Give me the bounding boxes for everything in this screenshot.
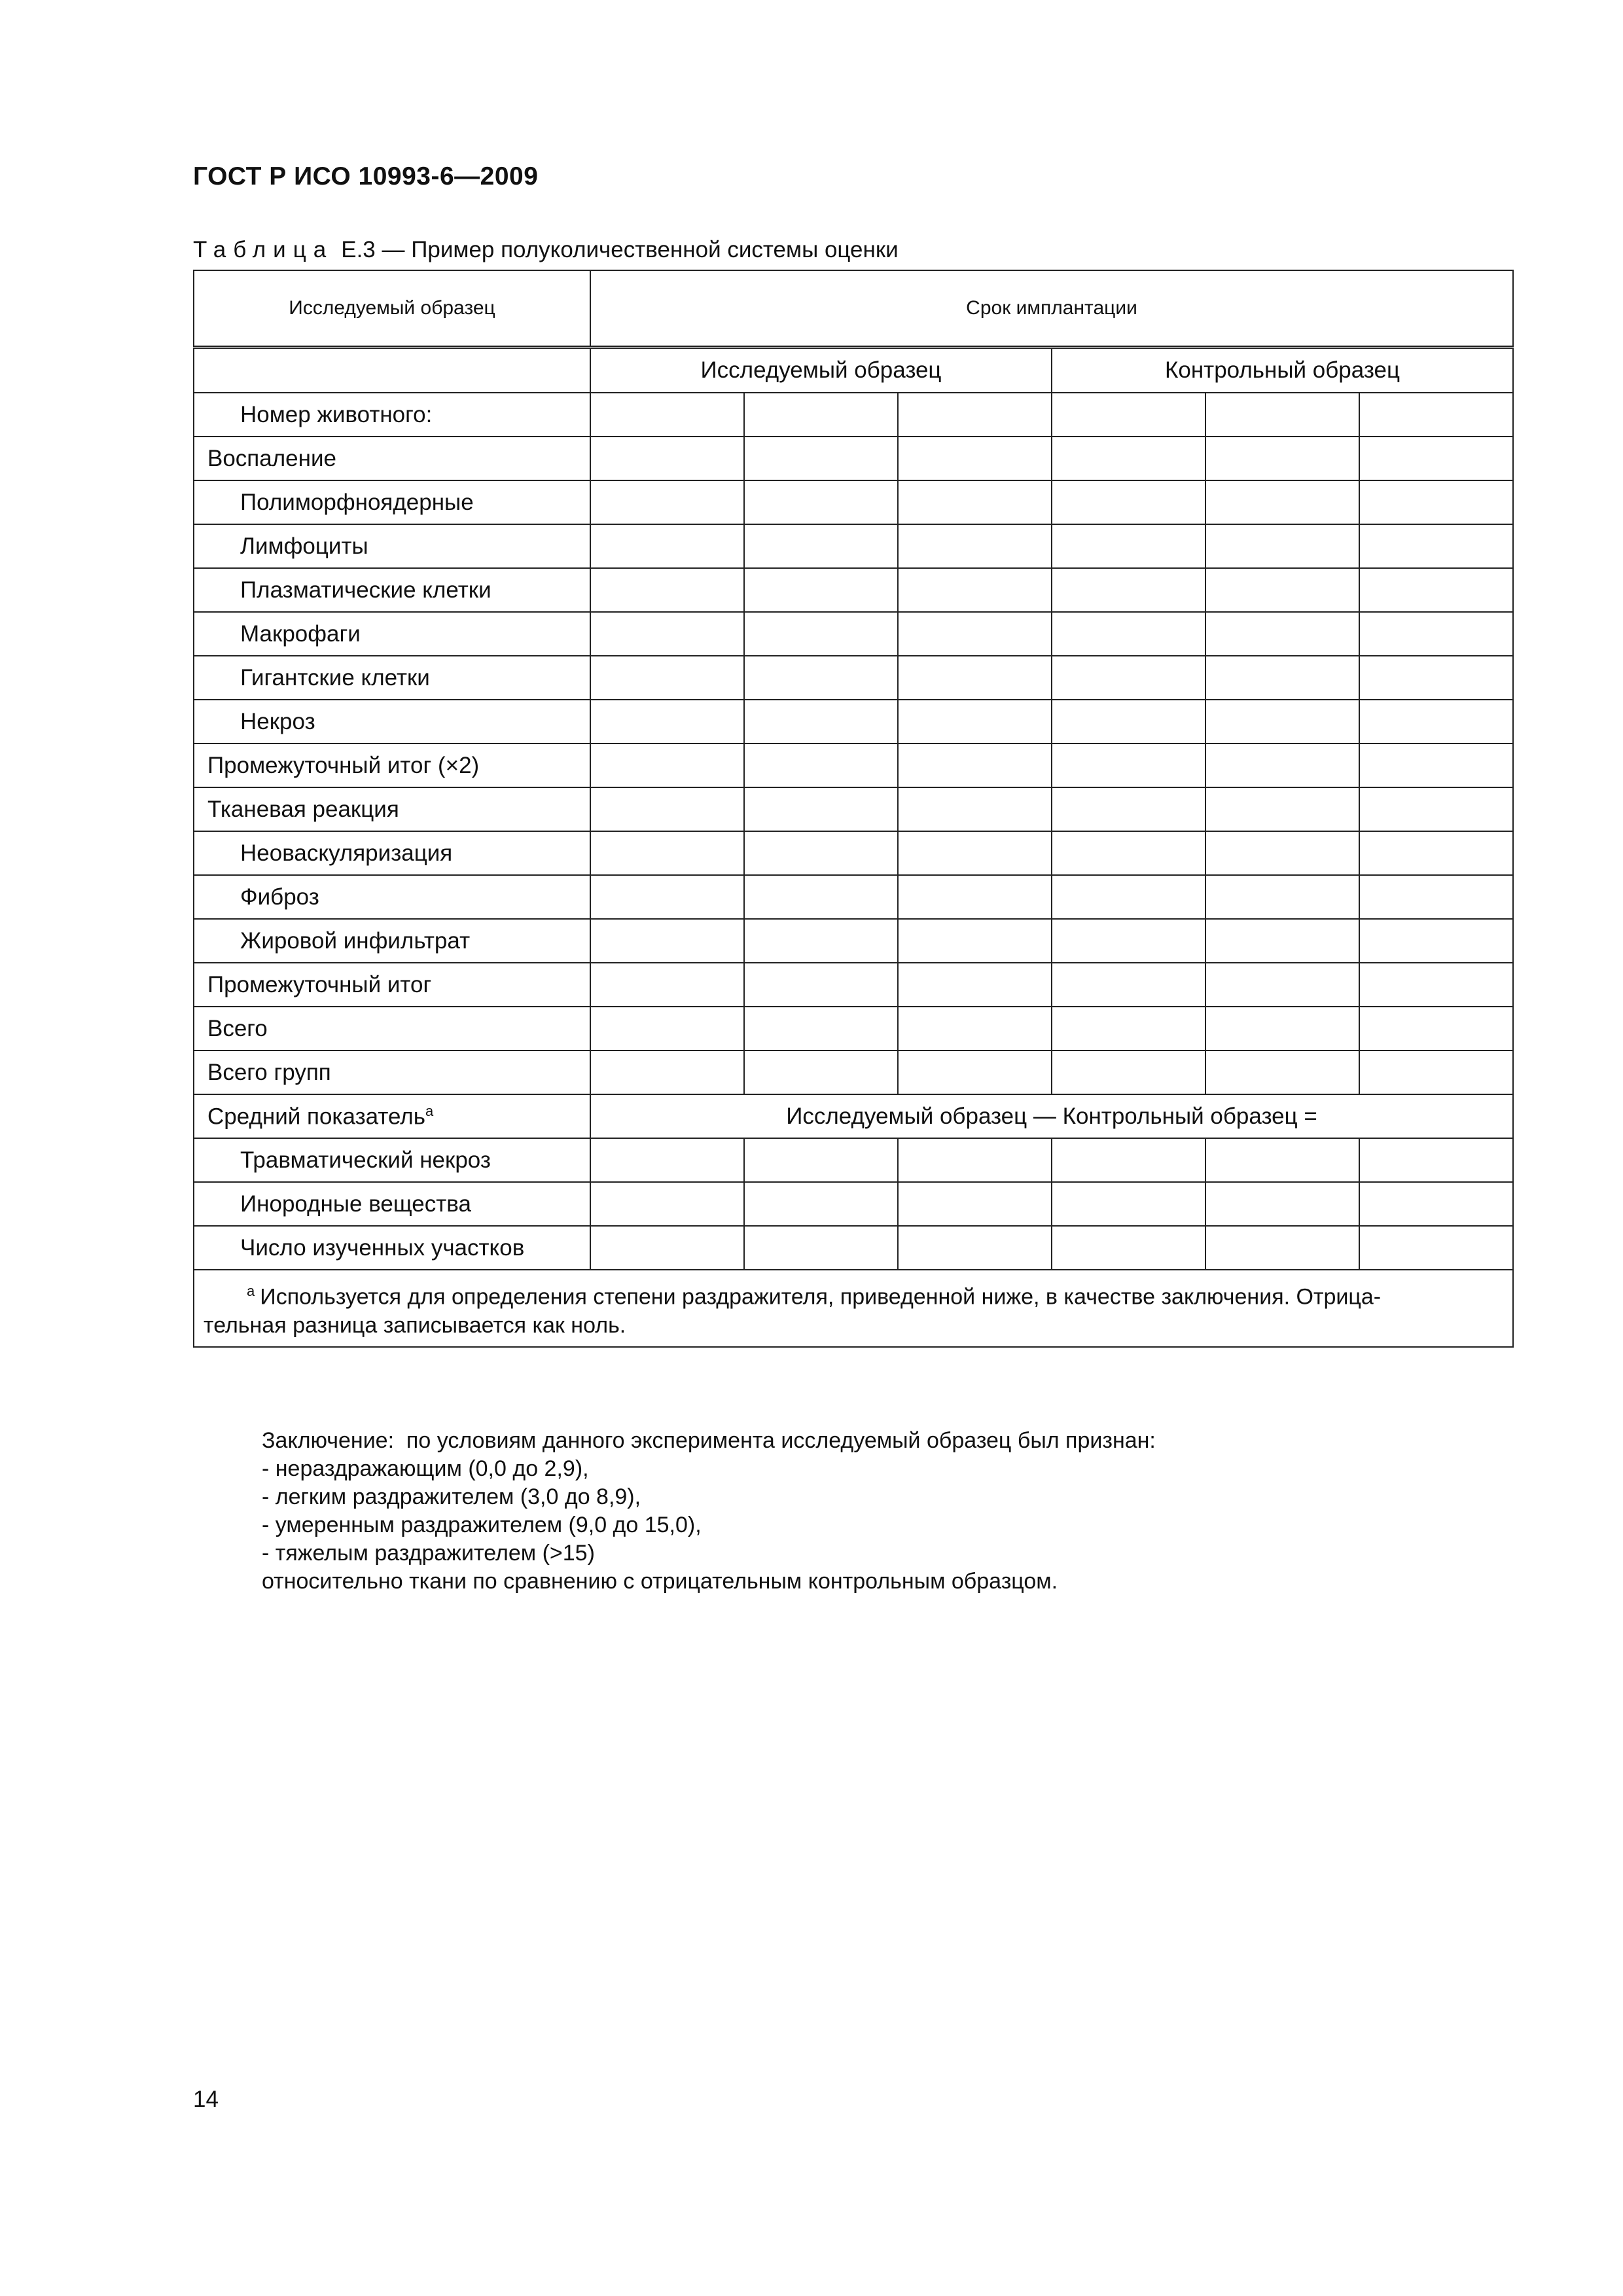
score-cell: [1205, 656, 1359, 700]
score-cell: [590, 1226, 744, 1270]
page-number: 14: [193, 2087, 219, 2112]
footnote-marker: a: [247, 1283, 255, 1299]
score-cell: [1359, 437, 1513, 480]
score-cell: [744, 744, 898, 787]
row-label: Всего: [194, 1007, 590, 1050]
score-cell: [590, 1007, 744, 1050]
score-cell: [590, 700, 744, 744]
score-cell: [1052, 1182, 1205, 1226]
score-cell: [1359, 919, 1513, 963]
score-cell: [1205, 568, 1359, 612]
score-cell: [1359, 744, 1513, 787]
row-label: Номер животного:: [194, 393, 590, 437]
caption-text: Е.3 — Пример полуколичественной системы оценки: [341, 237, 899, 262]
row-label: Инородные вещества: [194, 1182, 590, 1226]
footnote-line-1: Используется для определения степени раздражителя, приведенной ниже, в качестве заключения. Отрица-: [260, 1284, 1382, 1310]
score-cell: [590, 963, 744, 1007]
score-cell: [1052, 480, 1205, 524]
score-cell: [590, 656, 744, 700]
score-cell: [590, 1050, 744, 1094]
row-label: Неоваскуляризация: [194, 831, 590, 875]
score-cell: [744, 524, 898, 568]
score-cell: [1359, 656, 1513, 700]
header-cell-sample: Исследуемый образец: [194, 270, 590, 347]
table-row: [194, 831, 1513, 875]
score-cell: [744, 1007, 898, 1050]
score-cell: [898, 1138, 1052, 1182]
row-label: Фиброз: [194, 875, 590, 919]
score-cell: [744, 700, 898, 744]
row-label: Жировой инфильтрат: [194, 919, 590, 963]
score-cell: [1052, 393, 1205, 437]
score-cell: [1052, 612, 1205, 656]
score-cell: [1052, 1138, 1205, 1182]
table-row: [194, 524, 1513, 568]
row-label: Полиморфноядерные: [194, 480, 590, 524]
score-cell: [898, 612, 1052, 656]
score-cell: [1205, 744, 1359, 787]
score-cell: [898, 831, 1052, 875]
score-cell: [744, 963, 898, 1007]
score-cell: [590, 568, 744, 612]
score-cell: [1359, 393, 1513, 437]
score-cell: [1052, 1226, 1205, 1270]
table-row: [194, 787, 1513, 831]
header-row: [194, 270, 1513, 347]
table-row: [194, 612, 1513, 656]
score-cell: [1052, 744, 1205, 787]
score-cell: [590, 612, 744, 656]
score-cell: [898, 480, 1052, 524]
score-cell: [1205, 1182, 1359, 1226]
group-header-row: [194, 347, 1513, 393]
conclusion-line: - нераздражающим (0,0 до 2,9),: [262, 1456, 589, 1481]
row-label: Промежуточный итог (×2): [194, 744, 590, 787]
table-caption: [193, 237, 899, 263]
row-label: Воспаление: [194, 437, 590, 480]
conclusion-line: относительно ткани по сравнению с отрицательным контрольным образцом.: [262, 1569, 1058, 1594]
score-cell: [1359, 700, 1513, 744]
score-cell: [1052, 787, 1205, 831]
score-cell: [898, 568, 1052, 612]
footnote-row: [194, 1270, 1513, 1347]
score-cell: [1052, 437, 1205, 480]
score-cell: [898, 744, 1052, 787]
score-cell: [898, 700, 1052, 744]
score-cell: [590, 831, 744, 875]
score-cell: [1052, 919, 1205, 963]
score-cell: [744, 656, 898, 700]
score-cell: [898, 656, 1052, 700]
row-label: Макрофаги: [194, 612, 590, 656]
score-cell: [898, 1050, 1052, 1094]
score-cell: [1359, 524, 1513, 568]
score-cell: [1205, 1050, 1359, 1094]
row-label: Промежуточный итог: [194, 963, 590, 1007]
score-cell: [1205, 524, 1359, 568]
score-cell: [744, 568, 898, 612]
scoring-table: [193, 270, 1514, 1348]
score-cell: [1052, 831, 1205, 875]
table-row: [194, 963, 1513, 1007]
footnote-line-2: тельная разница записывается как ноль.: [204, 1313, 626, 1338]
score-cell: [898, 963, 1052, 1007]
table-row: [194, 437, 1513, 480]
table-row: [194, 1182, 1513, 1226]
score-cell: [1052, 1050, 1205, 1094]
score-cell: [1205, 1007, 1359, 1050]
score-cell: [1052, 1007, 1205, 1050]
score-cell: [1205, 700, 1359, 744]
score-cell: [1052, 656, 1205, 700]
group-header-control: Контрольный образец: [1052, 347, 1513, 393]
score-cell: [1205, 437, 1359, 480]
table-row: [194, 1226, 1513, 1270]
score-cell: [1052, 963, 1205, 1007]
score-cell: [744, 437, 898, 480]
score-cell: [1052, 568, 1205, 612]
score-cell: [1359, 480, 1513, 524]
table-row: [194, 568, 1513, 612]
row-label: Всего групп: [194, 1050, 590, 1094]
score-cell: [1052, 524, 1205, 568]
row-label: Плазматические клетки: [194, 568, 590, 612]
table-row: [194, 1007, 1513, 1050]
conclusion-line: - умеренным раздражителем (9,0 до 15,0),: [262, 1513, 702, 1537]
score-cell: [590, 480, 744, 524]
score-cell: [1052, 875, 1205, 919]
score-cell: [1359, 787, 1513, 831]
score-cell: [898, 437, 1052, 480]
group-header-test: Исследуемый образец: [590, 347, 1052, 393]
score-cell: [1359, 1226, 1513, 1270]
table-footnote: [194, 1270, 1513, 1347]
score-cell: [1205, 875, 1359, 919]
conclusion-line: - легким раздражителем (3,0 до 8,9),: [262, 1484, 641, 1509]
score-cell: [744, 919, 898, 963]
score-cell: [590, 524, 744, 568]
row-label: Тканевая реакция: [194, 787, 590, 831]
score-cell: [744, 480, 898, 524]
group-header-empty: [194, 347, 590, 393]
score-cell: [1205, 787, 1359, 831]
score-cell: [1205, 1226, 1359, 1270]
document-header: ГОСТ Р ИСО 10993-6—2009: [193, 162, 539, 190]
score-cell: [1359, 1050, 1513, 1094]
score-cell: [898, 919, 1052, 963]
score-cell: [744, 787, 898, 831]
average-formula: Исследуемый образец — Контрольный образец =: [590, 1094, 1513, 1138]
caption-label: Таблица: [193, 237, 334, 262]
score-cell: [590, 1182, 744, 1226]
score-cell: [898, 524, 1052, 568]
row-label: Некроз: [194, 700, 590, 744]
conclusion-block: [262, 1427, 1156, 1596]
row-label: Гигантские клетки: [194, 656, 590, 700]
average-label-text: Средний показатель: [207, 1103, 425, 1130]
score-cell: [590, 1138, 744, 1182]
conclusion-line: Заключение: по условиям данного эксперимента исследуемый образец был признан:: [262, 1428, 1156, 1453]
score-cell: [898, 787, 1052, 831]
score-cell: [744, 1226, 898, 1270]
score-cell: [1205, 612, 1359, 656]
score-cell: [744, 831, 898, 875]
score-cell: [744, 875, 898, 919]
table-row: [194, 700, 1513, 744]
score-cell: [590, 437, 744, 480]
average-row: [194, 1094, 1513, 1138]
score-cell: [1359, 568, 1513, 612]
score-cell: [744, 1138, 898, 1182]
score-cell: [590, 787, 744, 831]
score-cell: [1359, 875, 1513, 919]
row-label: Травматический некроз: [194, 1138, 590, 1182]
table-row: [194, 393, 1513, 437]
score-cell: [1359, 1007, 1513, 1050]
score-cell: [744, 1050, 898, 1094]
score-cell: [1205, 963, 1359, 1007]
score-cell: [898, 393, 1052, 437]
score-cell: [590, 919, 744, 963]
score-cell: [1359, 831, 1513, 875]
table-row: [194, 919, 1513, 963]
score-cell: [1205, 393, 1359, 437]
score-cell: [898, 1182, 1052, 1226]
table-row: [194, 744, 1513, 787]
score-cell: [1359, 612, 1513, 656]
score-cell: [1205, 831, 1359, 875]
header-cell-period: Срок имплантации: [590, 270, 1513, 347]
score-cell: [1052, 700, 1205, 744]
table-row: [194, 480, 1513, 524]
average-label: [194, 1094, 590, 1138]
score-cell: [744, 612, 898, 656]
table-row: [194, 1138, 1513, 1182]
score-cell: [1359, 1138, 1513, 1182]
score-cell: [590, 744, 744, 787]
score-cell: [590, 393, 744, 437]
score-cell: [1359, 1182, 1513, 1226]
footnote-superscript: a: [425, 1102, 434, 1119]
score-cell: [1205, 1138, 1359, 1182]
table-row: [194, 875, 1513, 919]
score-cell: [1205, 919, 1359, 963]
table-row: [194, 1050, 1513, 1094]
score-cell: [898, 875, 1052, 919]
table-row: [194, 656, 1513, 700]
score-cell: [1205, 480, 1359, 524]
score-cell: [744, 393, 898, 437]
score-cell: [590, 875, 744, 919]
score-cell: [898, 1007, 1052, 1050]
score-cell: [898, 1226, 1052, 1270]
row-label: Число изученных участков: [194, 1226, 590, 1270]
row-label: Лимфоциты: [194, 524, 590, 568]
score-cell: [1359, 963, 1513, 1007]
score-cell: [744, 1182, 898, 1226]
conclusion-line: - тяжелым раздражителем (>15): [262, 1541, 595, 1566]
